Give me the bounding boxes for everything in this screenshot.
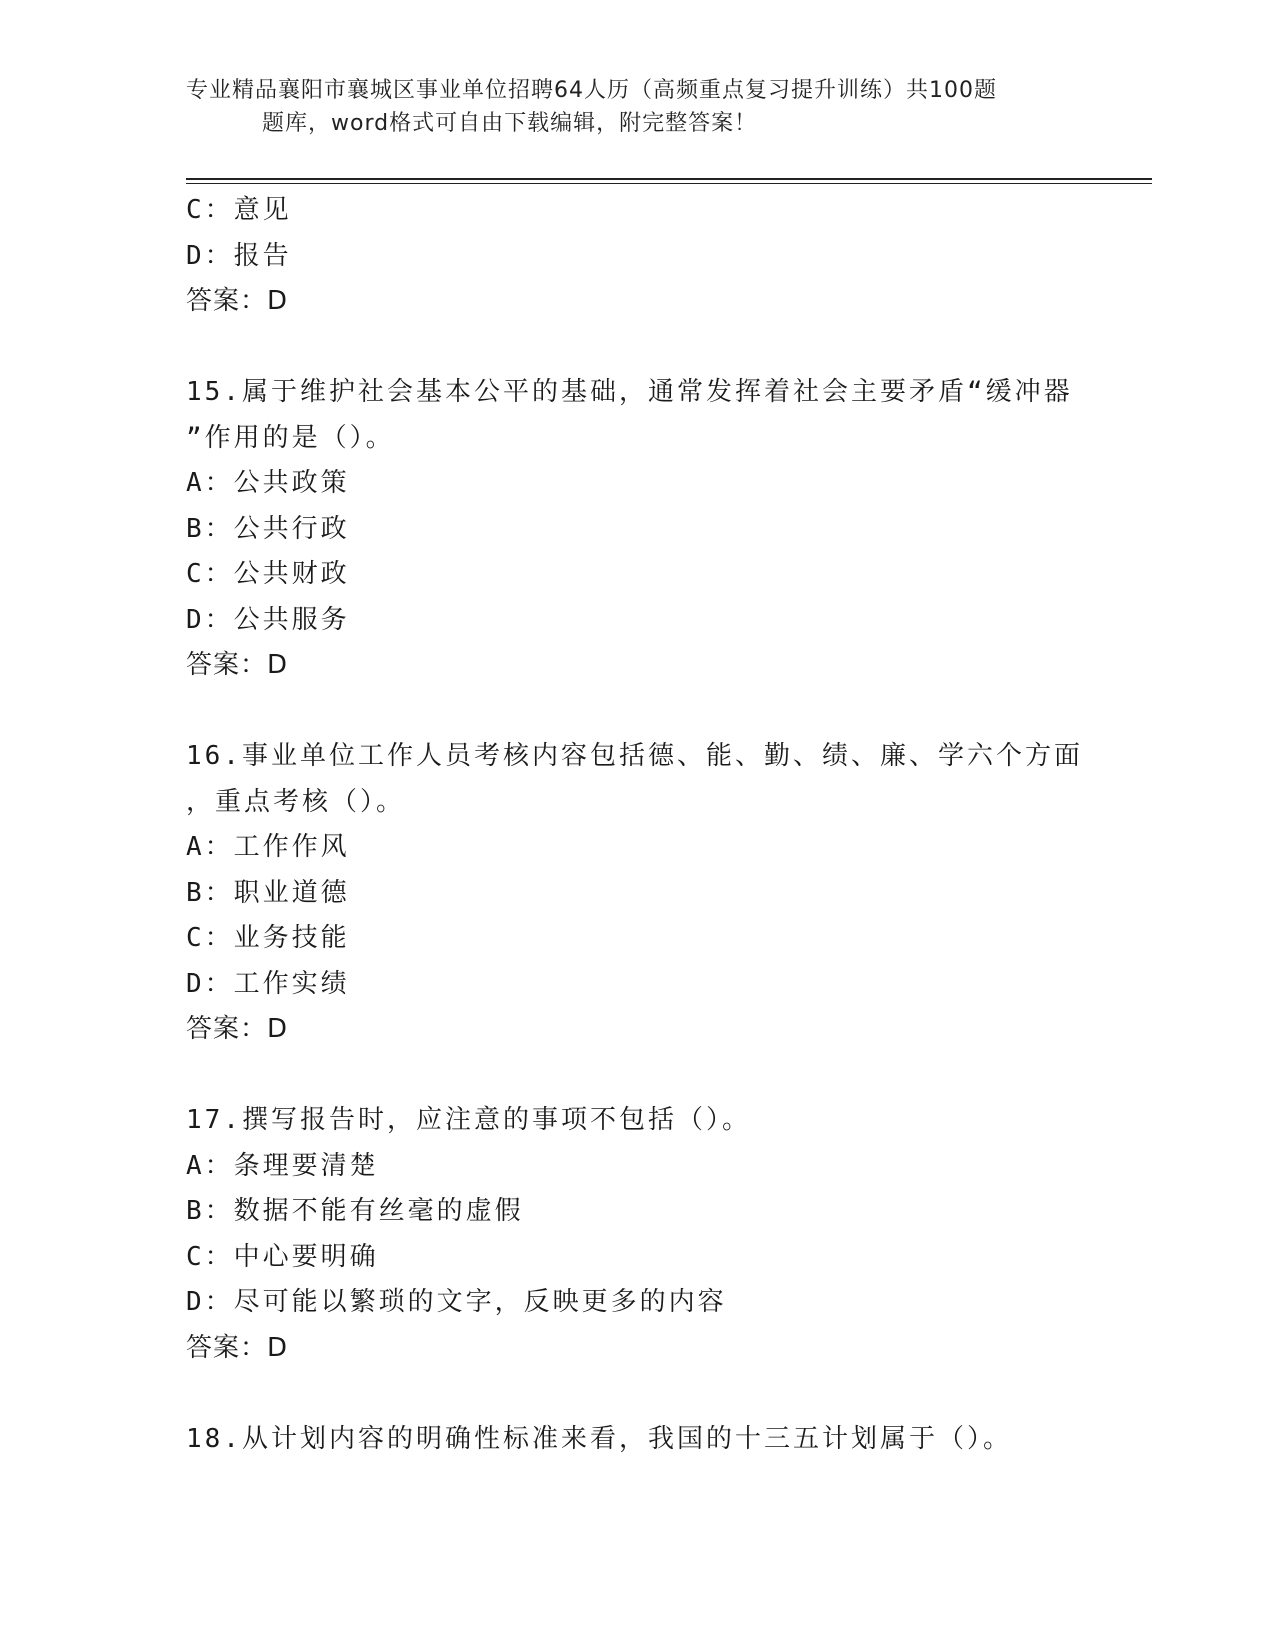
option-d: D：工作实绩 <box>186 968 350 999</box>
spacer <box>186 689 1086 735</box>
question-block-17 <box>186 1098 1086 1371</box>
option-c: C：意见 <box>186 195 292 225</box>
option-b: B：公共行政 <box>186 513 350 544</box>
answer-line: 答案：D <box>186 286 289 316</box>
header-title-line2: 题库，word格式可自由下载编辑，附完整答案！ <box>262 111 758 136</box>
question-block-15 <box>186 370 1086 689</box>
answer-line: 答案：D <box>186 1014 289 1044</box>
spacer <box>186 1053 1086 1099</box>
option-c: C：业务技能 <box>186 923 350 953</box>
spacer <box>186 1371 1086 1417</box>
question-stem-line: 15.属于维护社会基本公平的基础，通常发挥着社会主要矛盾“缓冲器 <box>186 377 1073 407</box>
option-b: B：数据不能有丝毫的虚假 <box>186 1196 524 1226</box>
answer-line: 答案：D <box>186 650 289 680</box>
option-c: C：公共财政 <box>186 559 350 589</box>
question-block-16 <box>186 734 1086 1053</box>
header-rule-thin <box>186 183 1152 184</box>
option-d: D：报告 <box>186 240 292 271</box>
option-a: A：公共政策 <box>186 468 350 498</box>
option-c: C：中心要明确 <box>186 1241 379 1272</box>
question-stem-line: 18.从计划内容的明确性标准来看，我国的十三五计划属于（）。 <box>186 1423 1012 1454</box>
page-header <box>186 74 1086 140</box>
header-title-line1: 专业精品襄阳市襄城区事业单位招聘64人历（高频重点复习提升训练）共100题 <box>186 78 997 103</box>
question-stem-line: 16.事业单位工作人员考核内容包括德、能、勤、绩、廉、学六个方面 <box>186 741 1083 771</box>
question-block-previous-tail <box>186 188 1086 325</box>
spacer <box>186 325 1086 371</box>
option-a: A：工作作风 <box>186 832 350 862</box>
answer-line: 答案：D <box>186 1332 289 1363</box>
question-block-18 <box>186 1417 1086 1463</box>
header-rule-thick <box>186 178 1152 180</box>
option-d: D：尽可能以繁琐的文字，反映更多的内容 <box>186 1287 727 1317</box>
question-stem-line: ，重点考核（）。 <box>186 786 406 817</box>
option-a: A：条理要清楚 <box>186 1150 379 1181</box>
question-stem-line: ”作用的是（）。 <box>186 422 395 453</box>
option-b: B：职业道德 <box>186 877 350 908</box>
question-stem-line: 17.撰写报告时，应注意的事项不包括（）。 <box>186 1105 751 1135</box>
option-d: D：公共服务 <box>186 604 350 635</box>
document-body <box>186 188 1086 1462</box>
